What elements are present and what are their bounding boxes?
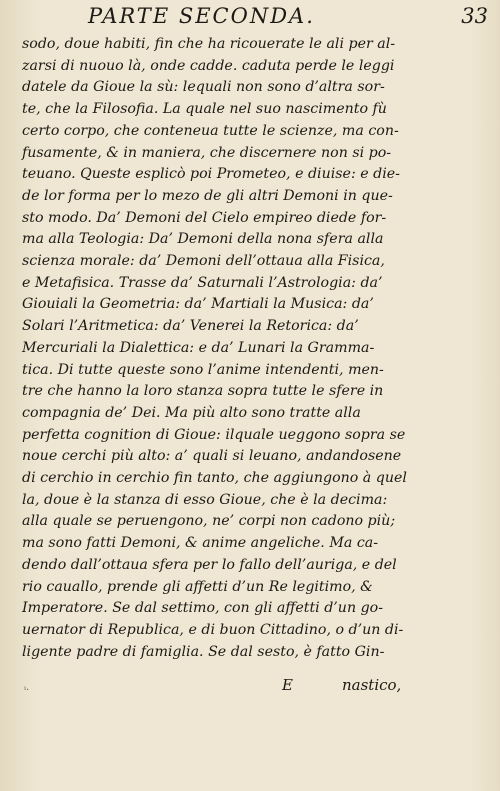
text-line: e Metafisica. Trasse da’ Saturnali l’Astrologia: da’: [22, 274, 383, 291]
text-line: Giouiali la Geometria: da’ Martiali la Musica: da’: [22, 296, 374, 313]
text-line: ma sono fatti Demoni, & anime angeliche. Ma ca-: [22, 535, 379, 552]
text-line: ma alla Teologia: Da’ Demoni della nona sfera alla: [22, 231, 384, 248]
text-line: scienza morale: da’ Demoni dell’ottaua alla Fisica,: [22, 253, 385, 270]
text-line: di cerchio in cerchio fin tanto, che aggiungono à quel: [22, 470, 407, 487]
body-text: [22, 34, 407, 663]
text-line: noue cerchi più alto: a’ quali si leuano, andandosene: [22, 448, 402, 465]
text-line: Mercuriali la Dialettica: e da’ Lunari la Gramma-: [22, 339, 375, 356]
text-line: perfetta cognition di Gioue: ilquale ueggono sopra se: [22, 426, 406, 443]
text-line: de lor forma per lo mezo de gli altri Demoni in que-: [22, 187, 393, 204]
text-line: datele da Gioue la sù: lequali non sono d’altra sor-: [22, 79, 385, 96]
text-line: uernator di Republica, e di buon Cittadino, o d’un di-: [22, 621, 404, 638]
text-line: compagnia de’ Dei. Ma più alto sono tratte alla: [22, 404, 361, 421]
text-line: Solari l’Aritmetica: da’ Venerei la Retorica: da’: [22, 318, 359, 335]
page-footer: [22, 676, 402, 700]
text-line: rio cauallo, prende gli affetti d’un Re legitimo, &: [22, 578, 373, 595]
text-line: sto modo. Da’ Demoni del Cielo empireo diede for-: [22, 209, 387, 226]
text-line: teuano. Queste esplicò poi Prometeo, e diuise: e die-: [22, 166, 400, 183]
signature-mark: E: [282, 676, 293, 694]
text-line: alla quale se peruengono, ne’ corpi non cadono più;: [22, 513, 396, 530]
text-line: tre che hanno la loro stanza sopra tutte le sfere in: [22, 383, 384, 400]
text-line: sodo, doue habiti, fin che ha ricouerate le ali per al-: [22, 36, 396, 52]
running-head: PARTE SECONDA.: [88, 4, 315, 28]
catchword: nastico,: [342, 676, 402, 694]
text-line: tica. Di tutte queste sono l’anime intendenti, men-: [22, 361, 384, 378]
text-line: fusamente, & in maniera, che discernere non si po-: [22, 144, 392, 161]
text-line: la, doue è la stanza di esso Gioue, che è la decima:: [22, 491, 388, 508]
text-line: ligente padre di famiglia. Se dal sesto, è fatto Gin-: [22, 643, 385, 660]
text-line: te, che la Filosofia. La quale nel suo nascimento fù: [22, 101, 387, 118]
stray-mark: ᵢ.: [24, 682, 30, 693]
page-header: [88, 4, 488, 28]
text-line: Imperatore. Se dal settimo, con gli affetti d’un go-: [22, 600, 384, 617]
text-line: dendo dall’ottaua sfera per lo fallo dell’auriga, e del: [22, 556, 397, 573]
text-line: certo corpo, che conteneua tutte le scienze, ma con-: [22, 122, 399, 139]
text-line: zarsi di nuouo là, onde cadde. caduta perde le leggi: [22, 57, 395, 74]
page-number: 33: [461, 4, 488, 28]
